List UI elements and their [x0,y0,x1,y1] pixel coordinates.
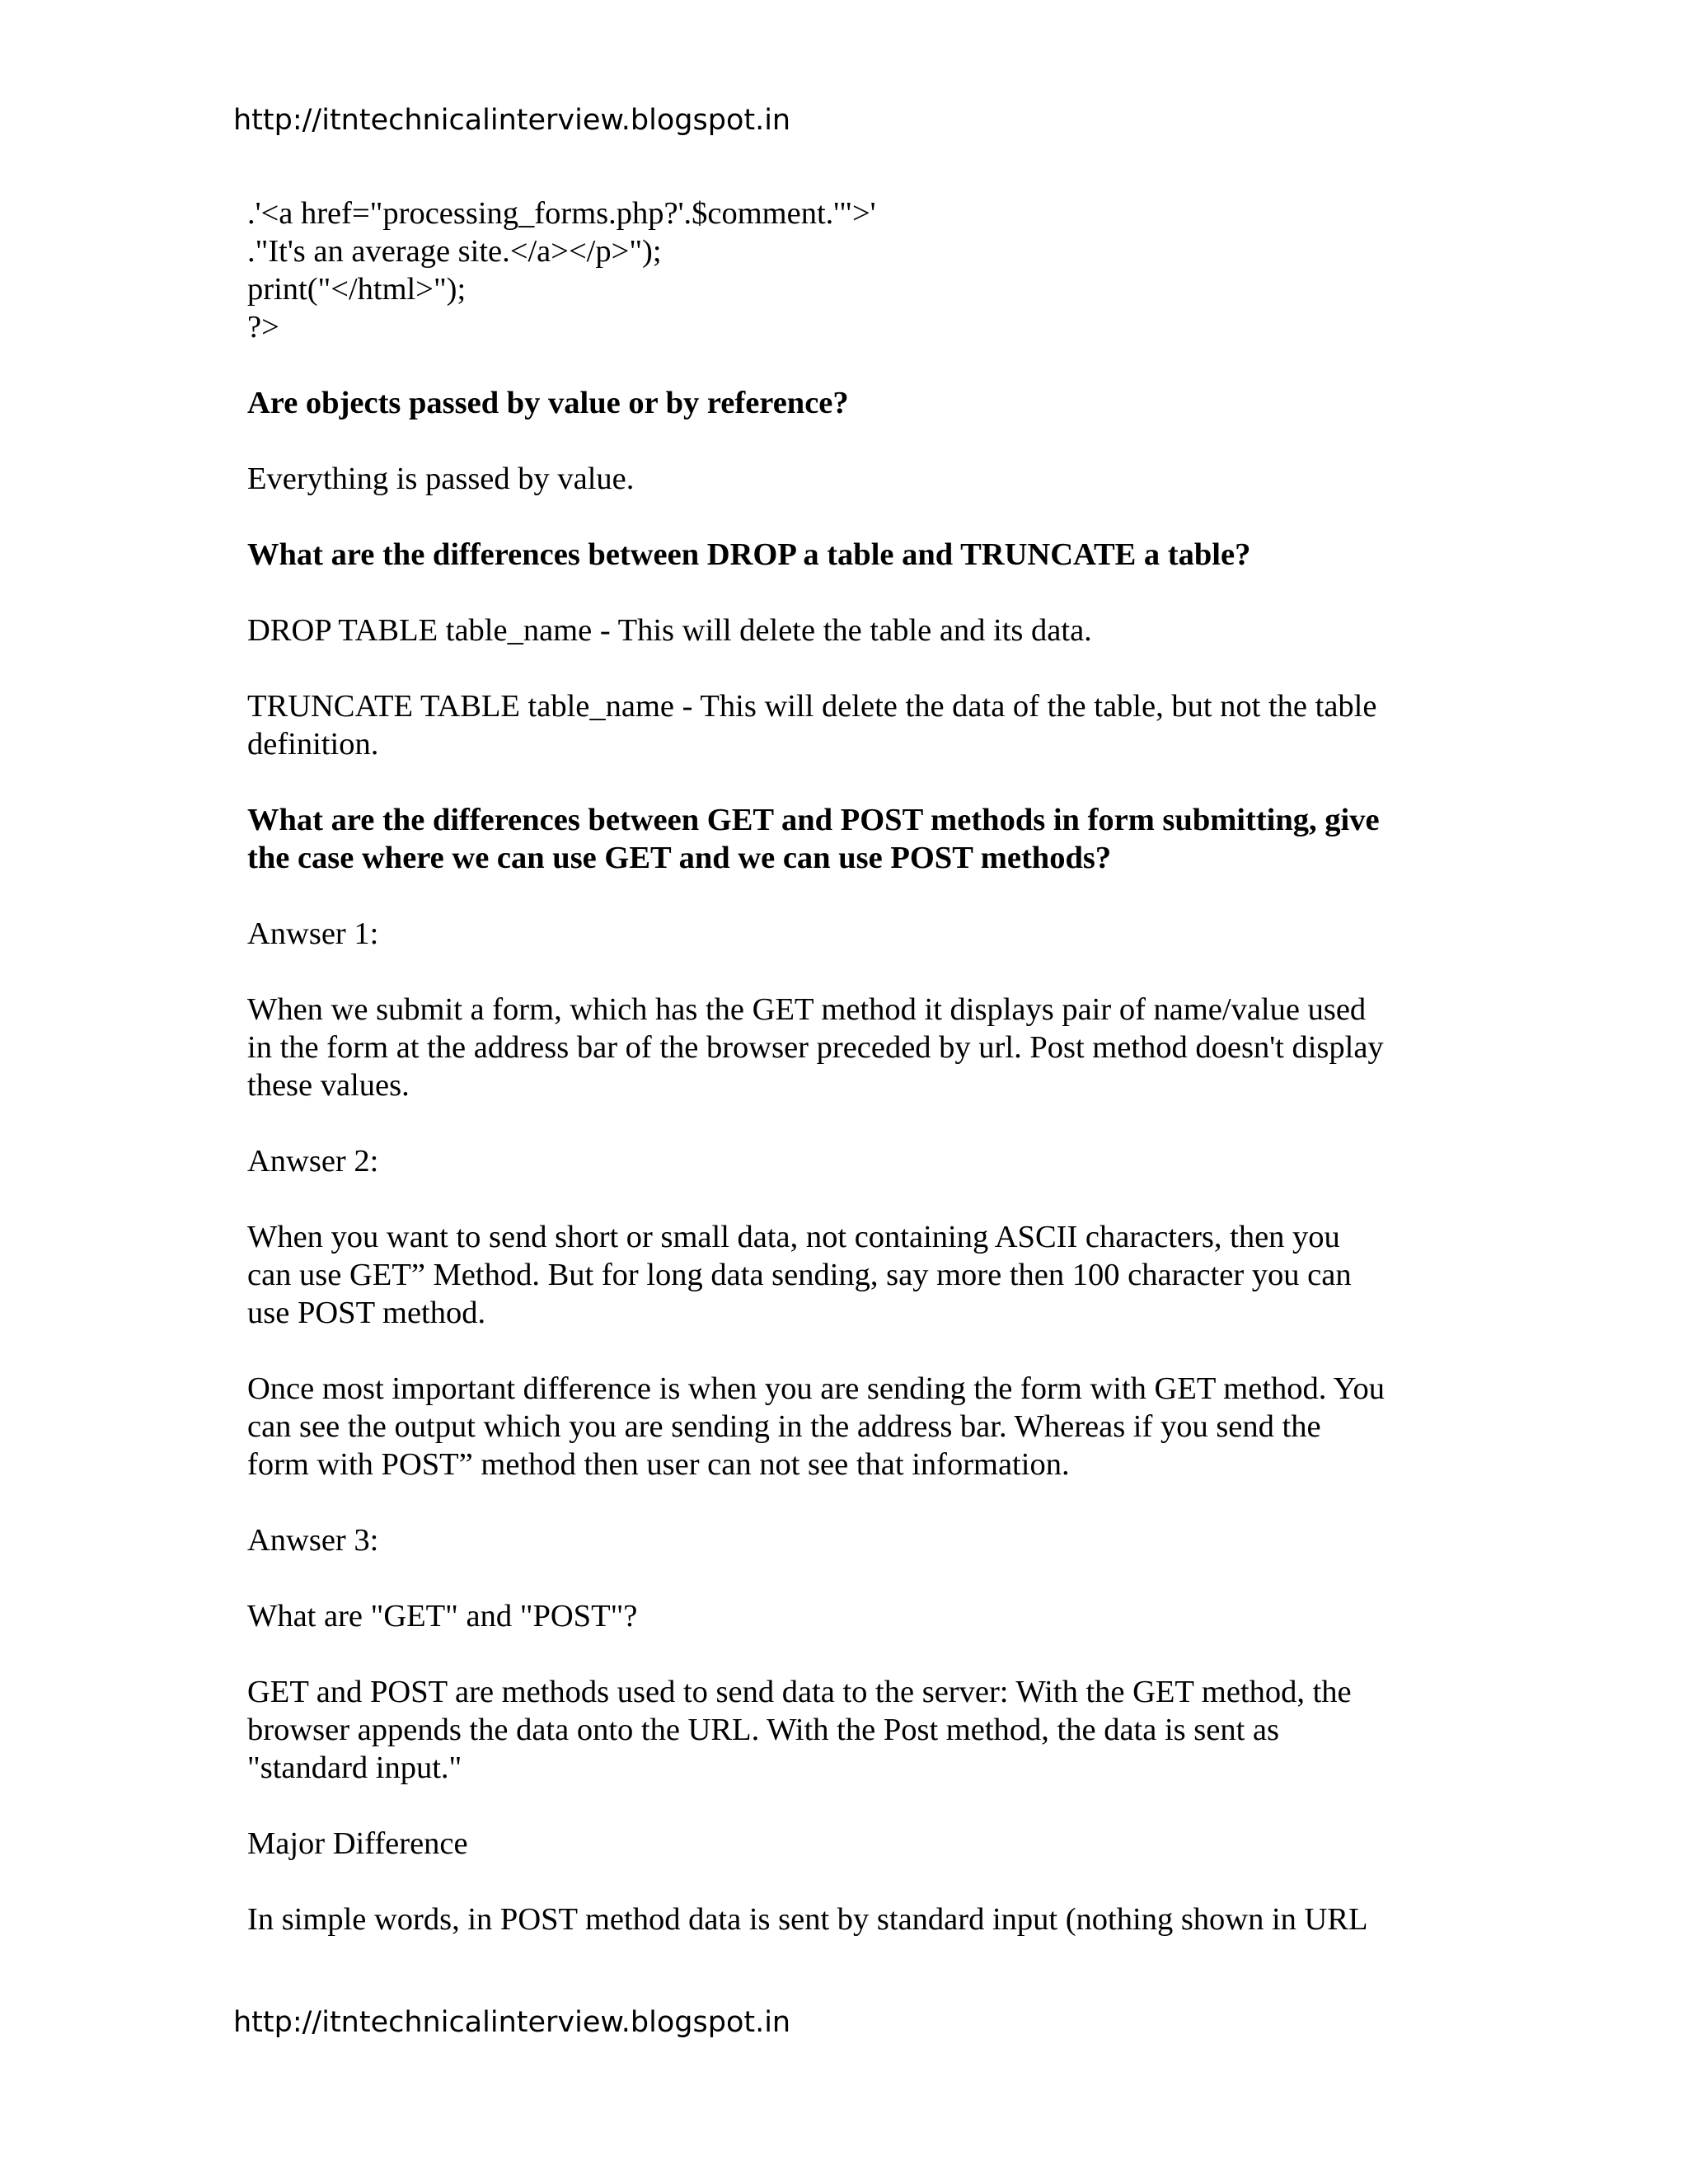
question-get-post: What are the differences between GET and POST methods in form submitting, give the case where we can use GET and we can use POST methods? [247,803,1380,875]
major-difference-label: Major Difference [247,1826,468,1861]
answer-drop: DROP TABLE table_name - This will delete the table and its data. [247,613,1092,648]
answer1-label: Anwser 1: [247,916,379,951]
answer3-text: GET and POST are methods used to send data to the server: With the GET method, the browser appends the data onto the URL. With the Post method, the data is sent as "standard input." [247,1675,1352,1785]
answer2-text-1: When you want to send short or small data, not containing ASCII characters, then you can use GET” Method. But for long data sending, say more then 100 character you can use POST method. [247,1220,1352,1330]
major-difference-text: In simple words, in POST method data is sent by standard input (nothing shown in URL [247,1902,1368,1937]
answer3-question: What are "GET" and "POST"? [247,1599,638,1633]
answer-objects-passing: Everything is passed by value. [247,462,635,496]
answer1-text: When we submit a form, which has the GET method it displays pair of name/value used in the form at the address bar of the browser preceded by url. Post method doesn't display these values. [247,992,1384,1103]
answer-truncate: TRUNCATE TABLE table_name - This will delete the data of the table, but not the table definition. [247,689,1377,762]
code-snippet [247,194,1451,346]
answer2-label: Anwser 2: [247,1144,379,1179]
code-line: ?> [247,310,279,344]
code-line: print("</html>"); [247,272,467,307]
code-line: .'<a href="processing_forms.php?'.$comment.'">' [247,196,876,231]
answer3-label: Anwser 3: [247,1523,379,1558]
page-content [247,194,1451,1976]
answer2-text-2: Once most important difference is when you are sending the form with GET method. You can see the output which you are sending in the address bar. Whereas if you send the form with POST” method then user can not see that information. [247,1371,1386,1482]
question-drop-truncate: What are the differences between DROP a table and TRUNCATE a table? [247,537,1251,572]
header-url[interactable]: http://itntechnicalinterview.blogspot.in [233,104,791,137]
question-objects-passing: Are objects passed by value or by reference? [247,386,849,420]
code-line: ."It's an average site.</a></p>"); [247,234,662,269]
footer-url[interactable]: http://itntechnicalinterview.blogspot.in [233,2006,791,2039]
